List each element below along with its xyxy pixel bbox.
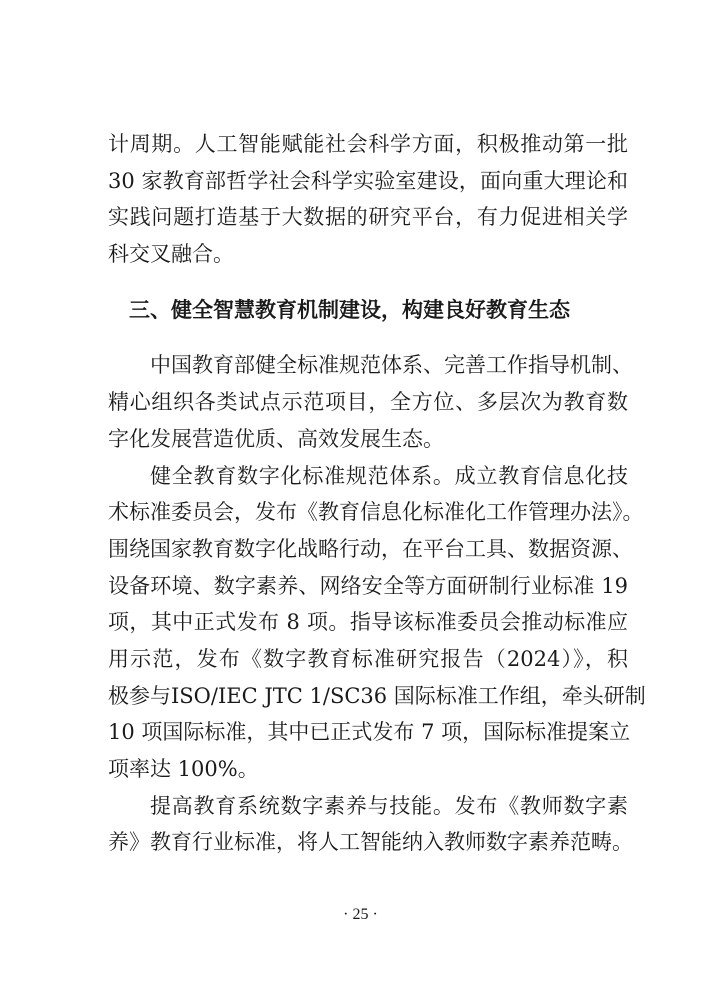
- literacy-paragraph: [108, 788, 633, 861]
- text-line: 字化发展营造优质、高效发展生态。: [108, 426, 444, 451]
- text-line: 术标准委员会，发布《教育信息化标准化工作管理办法》。: [108, 500, 644, 525]
- text-line: 提高教育系统数字素养与技能。发布《教师数字素: [150, 793, 628, 818]
- text-line: 项率达 100%。: [108, 757, 259, 781]
- text-line: 10 项国际标准，其中已正式发布 7 项，国际标准提案立: [108, 720, 631, 745]
- text-line: 围绕国家教育数字化战略行动，在平台工具、数据资源、: [108, 536, 633, 561]
- text-line: 极参与ISO/IEC JTC 1/SC36 国际标准工作组，牵头研制: [108, 683, 646, 708]
- standards-paragraph: [108, 458, 646, 788]
- page-number: · 25 ·: [343, 906, 378, 923]
- text-line: 计周期。人工智能赋能社会科学方面，积极推动第一批: [108, 132, 628, 156]
- text-line: 健全教育数字化标准规范体系。成立教育信息化技: [150, 463, 628, 488]
- text-line: 养》教育行业标准，将人工智能纳入教师数字素养范畴。: [108, 830, 633, 855]
- page-body: [108, 126, 646, 861]
- text-line: 用示范，发布《数字教育标准研究报告（2024）》，积: [108, 646, 628, 671]
- text-line: 实践问题打造基于大数据的研究平台，有力促进相关学: [108, 205, 628, 230]
- text-line: 科交叉融合。: [108, 242, 234, 267]
- text-line: 30 家教育部哲学社会科学实验室建设，面向重大理论和: [108, 168, 628, 193]
- text-line: 精心组织各类试点示范项目，全方位、多层次为教育数: [108, 390, 628, 415]
- section-heading: 三、健全智慧教育机制建设，构建良好教育生态: [129, 297, 570, 322]
- continuation-paragraph: [108, 126, 628, 273]
- intro-paragraph: [108, 347, 633, 457]
- text-line: 项，其中正式发布 8 项。指导该标准委员会推动标准应: [108, 610, 628, 635]
- text-line: 中国教育部健全标准规范体系、完善工作指导机制、: [150, 353, 633, 378]
- text-line: 设备环境、数字素养、网络安全等方面研制行业标准 19: [108, 573, 628, 598]
